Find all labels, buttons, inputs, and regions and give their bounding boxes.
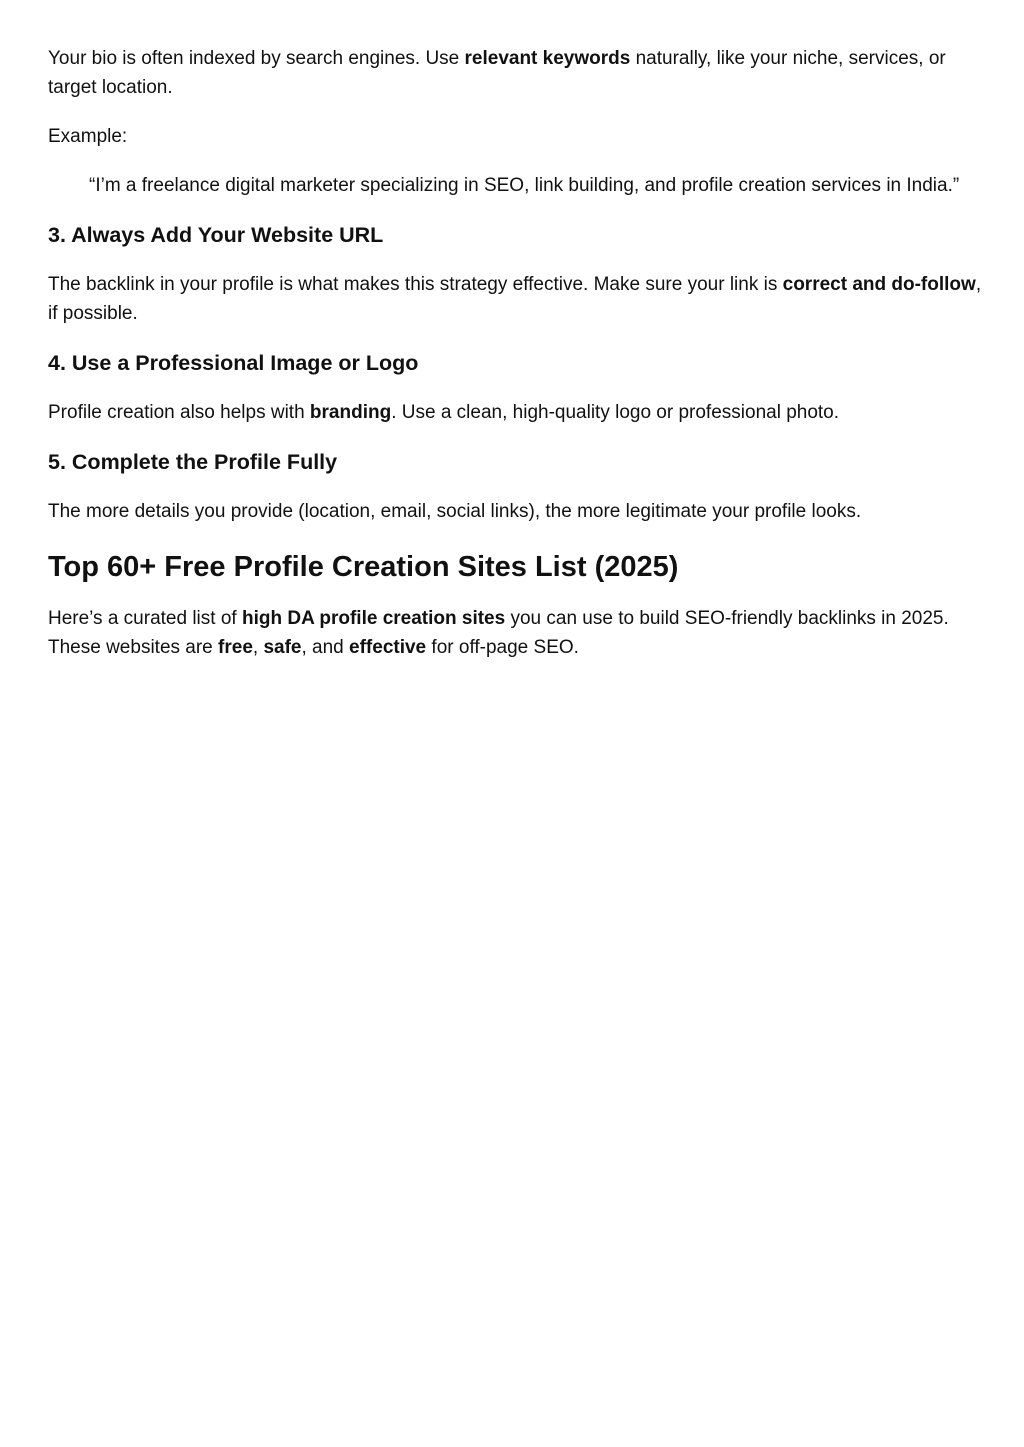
tip3-text: The backlink in your profile is what makes this strategy effective. Make sure your link is	[48, 274, 783, 295]
example-quote: “I’m a freelance digital marketer specializing in SEO, link building, and profile creation services in India.”	[89, 175, 960, 196]
tip3-paragraph	[48, 270, 983, 328]
intro-text: Your bio is often indexed by search engines. Use	[48, 48, 465, 69]
section-bold-safe: safe	[263, 637, 302, 658]
example-label: Example:	[48, 126, 128, 147]
intro-bold-keywords: relevant keywords	[464, 48, 631, 69]
intro-text-end: naturally, like your niche, services, or target location.	[48, 48, 946, 98]
tip4-heading: 4. Use a Professional Image or Logo	[48, 351, 419, 375]
tip5-paragraph: The more details you provide (location, email, social links), the more legitimate your profile looks.	[48, 501, 862, 522]
section-bold-effective: effective	[349, 637, 427, 658]
section-bold-1: high DA profile creation sites	[241, 608, 506, 629]
section-bold-free: free	[218, 637, 253, 658]
tip3-bold: correct and do-follow	[782, 274, 976, 295]
section-text-4: , and	[301, 637, 350, 658]
section-paragraph	[48, 604, 983, 662]
tip4-text-end: . Use a clean, high-quality logo or professional photo.	[391, 402, 840, 423]
section-text-1: Here’s a curated list of	[48, 608, 242, 629]
tip4-text: Profile creation also helps with	[48, 402, 310, 423]
tip4-paragraph	[48, 398, 983, 427]
article-content	[48, 44, 983, 662]
tip3-text-end: , if possible.	[48, 274, 982, 324]
intro-paragraph	[48, 44, 983, 102]
section-text-5: for off-page SEO.	[426, 637, 579, 658]
tip3-heading: 3. Always Add Your Website URL	[48, 223, 384, 247]
tip4-bold: branding	[309, 402, 392, 423]
section-heading: Top 60+ Free Profile Creation Sites List (2025)	[48, 551, 679, 583]
tip5-heading: 5. Complete the Profile Fully	[48, 450, 338, 474]
section-text-2: you can use to build SEO-friendly backlinks in 2025. These websites are	[48, 608, 949, 658]
section-text-3: ,	[252, 637, 264, 658]
